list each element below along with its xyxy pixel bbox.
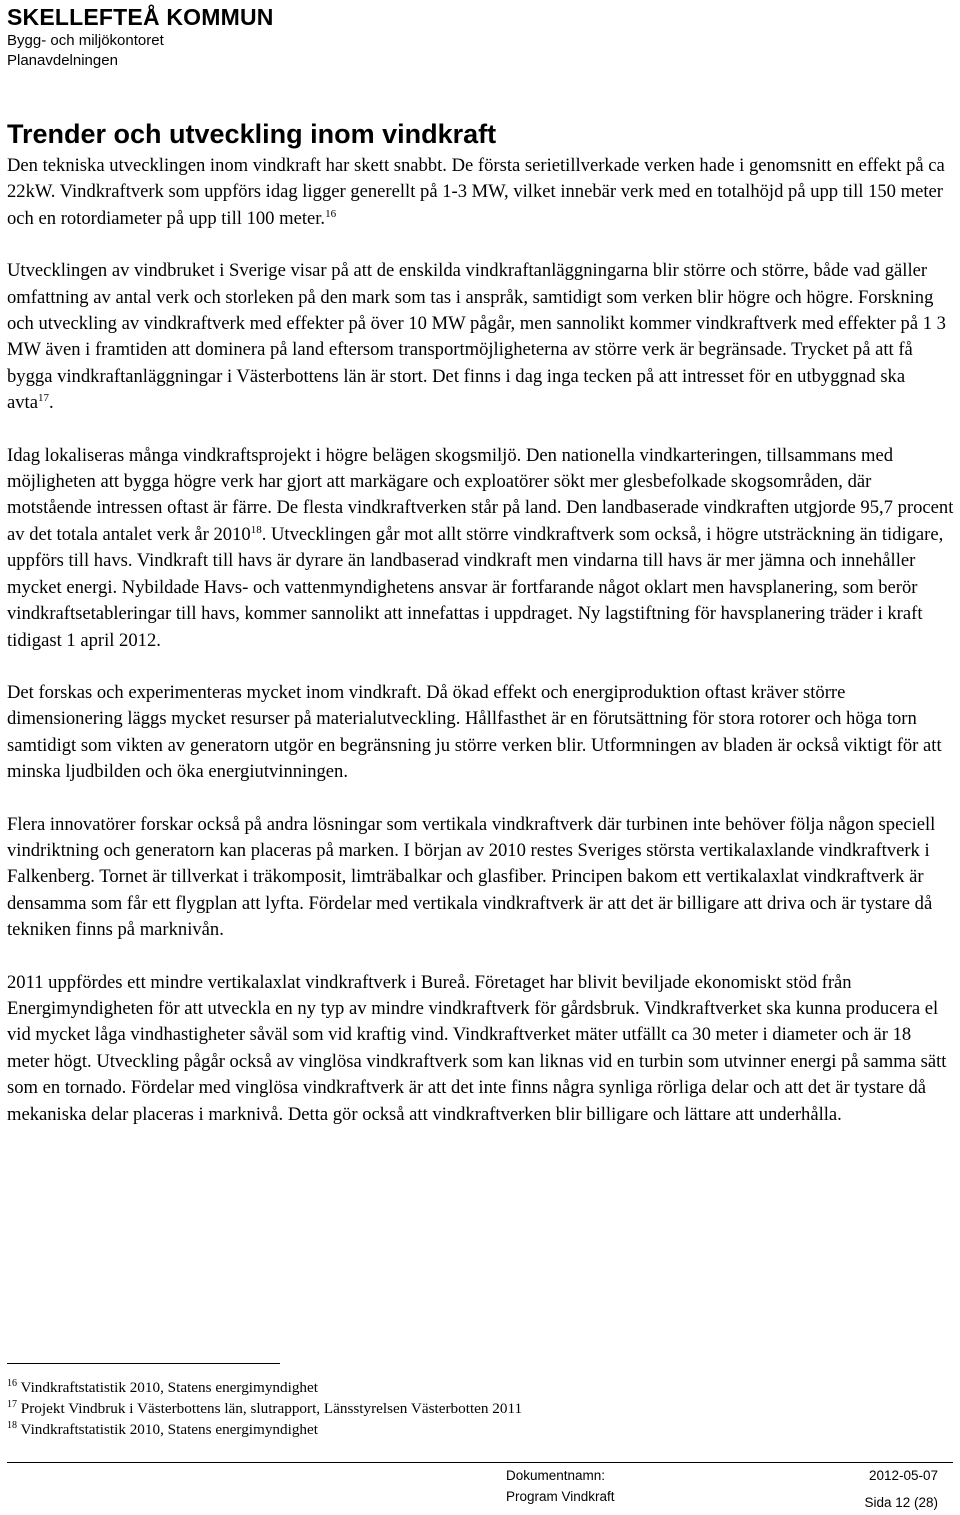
footnote-number: 18 — [7, 1420, 17, 1431]
footnote — [7, 1377, 522, 1398]
paragraph-text: Idag lokaliseras många vindkraftsprojekt i högre belägen skogsmiljö. Den nationella vindkarteringen, tillsammans med möjligheten att bygga högre verk har gjort att markägare och exploatörer sökt mer glesbefolkade skogsområden, där motstående intressen oftast är färre. De flesta vindkraftverken står på land. Den landbaserade vindkraften utgjorde 95,7 procent av det totala antalet verk år 2010 — [7, 444, 954, 545]
footnote-text: Vindkraftstatistik 2010, Statens energimyndighet — [20, 1379, 318, 1396]
footnote — [7, 1398, 522, 1419]
paragraph — [7, 443, 955, 654]
paragraph — [7, 258, 955, 416]
document-footer — [0, 1462, 960, 1515]
footnote-number: 17 — [7, 1399, 17, 1410]
footnote-ref: 17 — [37, 392, 49, 405]
paragraph-text: Flera innovatörer forskar också på andra lösningar som vertikala vindkraftverk där turbinen inte behöver följa någon speciell vindriktning och generatorn kan placeras på marken. I början av 2010 restes Sveriges största vertikalaxlande vindkraftverk i Falkenberg. Tornet är tillverkat i träkomposit, limträbalkar och glasfiber. Principen bakom ett vertikalaxlat vindkraftverk är densamma som får ett flygplan att lyfta. Fördelar med vertikala vindkraftverk är att det är billigare att driva och är tystare då tekniken finns på marknivån. — [7, 813, 936, 941]
paragraph-tail: . — [48, 392, 54, 414]
document-name-label: Dokumentnamn: — [506, 1468, 606, 1483]
department-name: Planavdelningen — [7, 52, 118, 69]
paragraph-text: Det forskas och experimenteras mycket inom vindkraft. Då ökad effekt och energiproduktion oftast kräver större dimensionering läggs mycket resurser på materialutveckling. Hållfasthet är en förutsättning för stora rotorer och höga torn samtidigt som vikten av generatorn utgör en begränsning ju större verken blir. Utformningen av bladen är också viktigt för att minska ljudbilden och öka energiutvinningen. — [7, 681, 942, 783]
paragraph — [7, 812, 955, 944]
page-number: Sida 12 (28) — [864, 1495, 938, 1510]
body-text — [7, 153, 955, 1154]
paragraph-text: Utvecklingen av vindbruket i Sverige visar på att de enskilda vindkraftanläggningarna blir större och större, både vad gäller omfattning av antal verk och storleken på den mark som tas i anspråk, samtidigt som verken blir högre och högre. Forskning och utveckling av vindkraftverk med effekter på över 10 MW pågår, men sannolikt kommer vindkraftverk med effekter på 1 3 MW även i framtiden att dominera på land eftersom transportmöjligheterna av större verk är begränsade. Trycket på att få bygga vindkraftanläggningar i Västerbottens län är stort. Det finns i dag inga tecken på att intresset för en utbyggnad ska avta — [7, 260, 946, 414]
paragraph — [7, 153, 955, 232]
footnote — [7, 1419, 522, 1440]
organization-name: SKELLEFTEÅ KOMMUN — [7, 4, 274, 30]
footnotes — [7, 1377, 522, 1440]
paragraph-text: 2011 uppfördes ett mindre vertikalaxlat vindkraftverk i Bureå. Företaget har blivit beviljade ekonomiskt stöd från Energimyndigheten för att utveckla en ny typ av mindre vindkraftverk för gårdsbruk. Vindkraftverket ska kunna producera el vid mycket låga vindhastigheter såväl som vid kraftig vind. Vindkraftverket mäter utfällt ca 30 meter i diameter och är 18 meter högt. Utveckling pågår också av vinglösa vindkraftverk som kan liknas vid en turbin som utvinner energi på samma sätt som en tornado. Fördelar med vinglösa vindkraftverk är att det inte finns några synliga rörliga delar och att det är tystare då mekaniska delar placeras i marknivå. Detta gör också att vindkraftverken blir billigare och lättare att underhålla. — [7, 971, 947, 1125]
footnote-text: Vindkraftstatistik 2010, Statens energimyndighet — [20, 1421, 318, 1438]
paragraph — [7, 680, 955, 786]
footnote-divider — [7, 1363, 280, 1364]
footnote-ref: 16 — [325, 207, 337, 220]
section-title: Trender och utveckling inom vindkraft — [7, 119, 497, 149]
footnote-number: 16 — [7, 1378, 17, 1389]
footnote-text: Projekt Vindbruk i Västerbottens län, slutrapport, Länsstyrelsen Västerbotten 2011 — [20, 1400, 523, 1417]
document-date: 2012-05-07 — [868, 1468, 938, 1483]
paragraph-tail: . Utvecklingen går mot allt större vindkraftverk som också, i högre utsträckning än tidigare, uppförs till havs. Vindkraft till havs är dyrare än landbaserad vindkraft men vindarna till havs är mer jämna och innehåller mycket energi. Nybildade Havs- och vattenmyndighetens ansvar är fortfarande något oklart men havsplanering, som berör vindkraftsetableringar till havs, kommer sannolikt att innefattas i uppdraget. Ny lagstiftning för havsplanering träder i kraft tidigast 1 april 2012. — [7, 523, 944, 651]
office-name: Bygg- och miljökontoret — [7, 32, 164, 49]
footnote-ref: 18 — [250, 523, 262, 536]
document-name: Program Vindkraft — [506, 1489, 615, 1504]
paragraph — [7, 970, 955, 1128]
document-header — [7, 4, 274, 71]
paragraph-text: Den tekniska utvecklingen inom vindkraft har skett snabbt. De första serietillverkade verken hade i genomsnitt en effekt på ca 22kW. Vindkraftverk som uppförs idag ligger generellt på 1-3 MW, vilket innebär verk med en totalhöjd på upp till 150 meter och en rotordiameter på upp till 100 meter. — [7, 155, 945, 229]
